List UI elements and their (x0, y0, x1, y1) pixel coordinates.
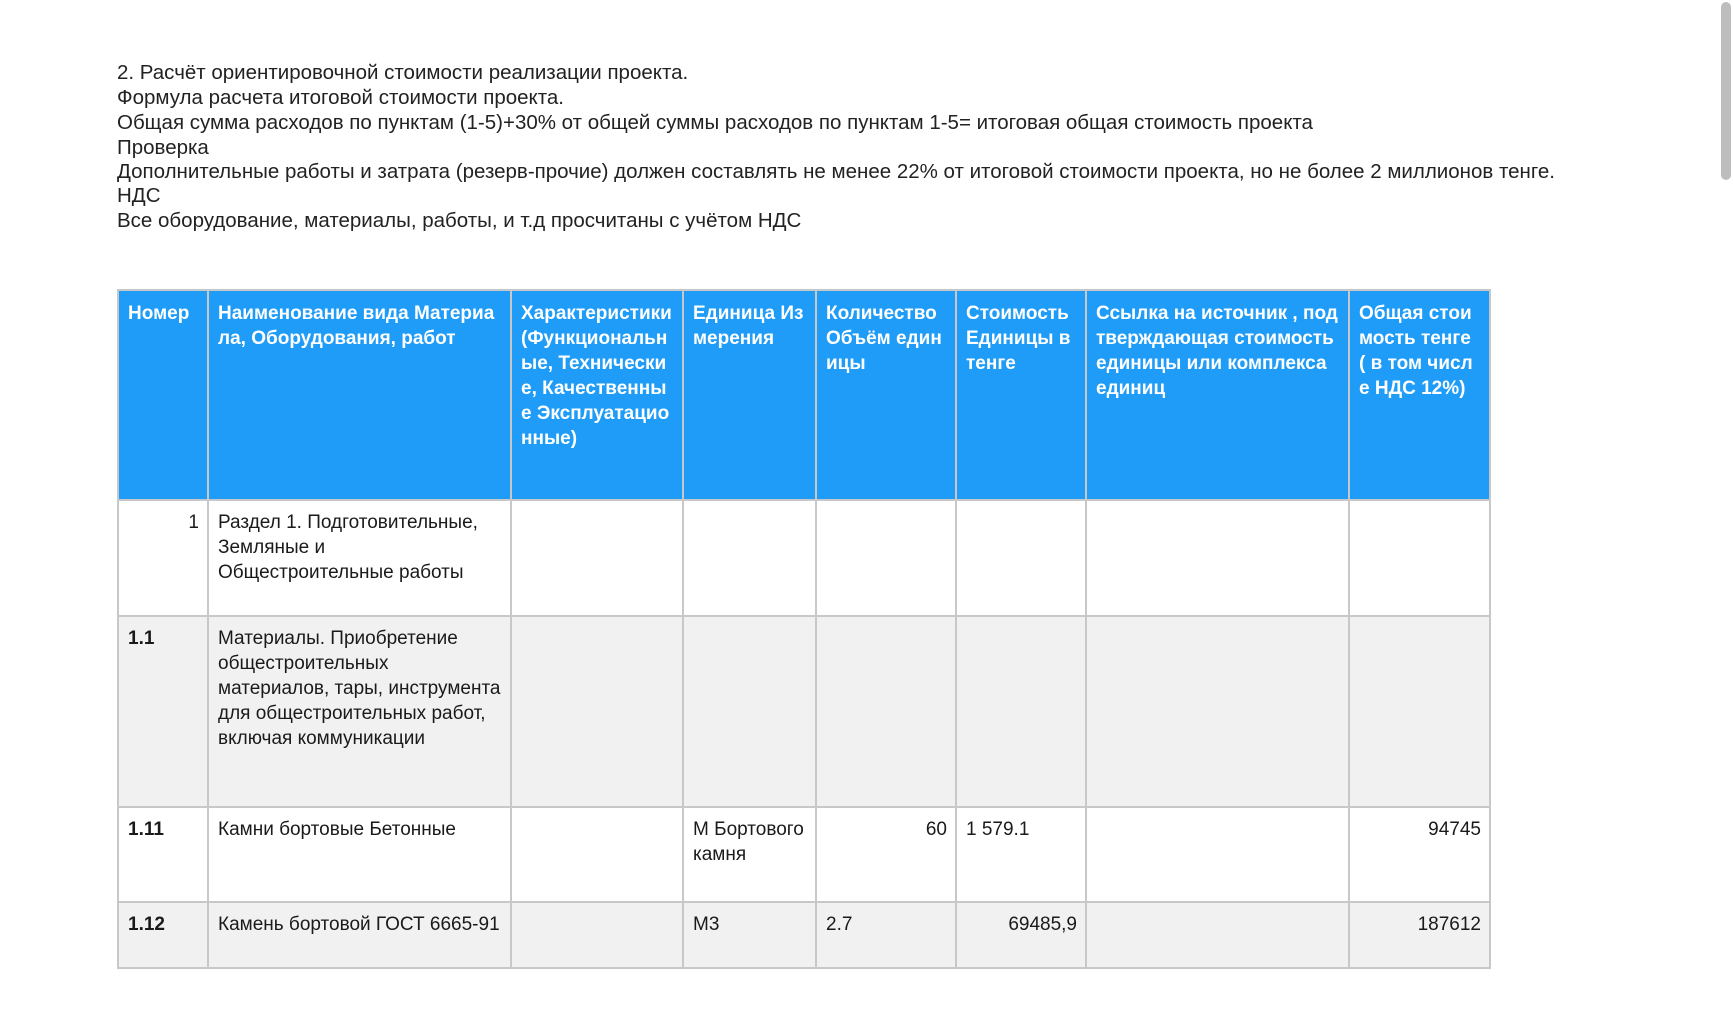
cell-characteristics (511, 807, 683, 902)
cell-unit-cost: 1 579.1 (956, 807, 1086, 902)
cell-unit: М3 (683, 902, 816, 968)
cell-unit (683, 500, 816, 616)
cell-quantity (816, 500, 956, 616)
scrollbar-thumb[interactable] (1721, 2, 1731, 180)
cell-quantity: 60 (816, 807, 956, 902)
cell-characteristics (511, 500, 683, 616)
table-row (118, 616, 1490, 807)
cell-unit-cost: 69485,9 (956, 902, 1086, 968)
cell-total: 94745 (1349, 807, 1490, 902)
cell-name: Камни бортовые Бетонные (208, 807, 511, 902)
table-body (118, 500, 1490, 968)
table-row (118, 807, 1490, 902)
header-total: Общая стоимость тенге ( в том числе НДС 12%) (1349, 290, 1490, 500)
header-unit: Единица Измерения (683, 290, 816, 500)
cell-name: Камень бортовой ГОСТ 6665-91 (208, 902, 511, 968)
cost-table (117, 289, 1491, 969)
cell-total (1349, 500, 1490, 616)
header-name: Наименование вида Материала, Оборудования, работ (208, 290, 511, 500)
header-number: Номер (118, 290, 208, 500)
cell-number: 1.11 (118, 807, 208, 902)
header-source: Ссылка на источник , подтверждающая стоимость единицы или комплекса единиц (1086, 290, 1349, 500)
check-title: Проверка (117, 136, 209, 159)
cell-unit: М Бортового камня (683, 807, 816, 902)
cell-number: 1 (118, 500, 208, 616)
cell-source (1086, 616, 1349, 807)
cell-characteristics (511, 616, 683, 807)
cell-unit-cost (956, 616, 1086, 807)
table-row (118, 500, 1490, 616)
vat-text: Все оборудование, материалы, работы, и т.д просчитаны с учётом НДС (117, 209, 802, 232)
check-text: Дополнительные работы и затрата (резерв-прочие) должен составлять не менее 22% от итоговой стоимости проекта, но не более 2 миллионов тенге. (117, 160, 1555, 183)
cell-name: Раздел 1. Подготовительные, Земляные и Общестроительные работы (208, 500, 511, 616)
header-characteristics: Характеристики (Функциональные, Технические, Качественные Эксплуатационные) (511, 290, 683, 500)
cell-unit (683, 616, 816, 807)
cell-name: Материалы. Приобретение общестроительных материалов, тары, инструмента для общестроительных работ, включая коммуникации (208, 616, 511, 807)
header-unit-cost: Стоимость Единицы в тенге (956, 290, 1086, 500)
table-row (118, 902, 1490, 968)
vat-title: НДС (117, 184, 161, 207)
vertical-scrollbar[interactable] (1719, 0, 1733, 1024)
cell-total: 187612 (1349, 902, 1490, 968)
cell-source (1086, 807, 1349, 902)
header-quantity: Количество Объём единицы (816, 290, 956, 500)
cell-number: 1.12 (118, 902, 208, 968)
cell-total (1349, 616, 1490, 807)
cell-unit-cost (956, 500, 1086, 616)
cell-source (1086, 902, 1349, 968)
table-header (118, 290, 1490, 500)
cell-quantity: 2.7 (816, 902, 956, 968)
cell-number: 1.1 (118, 616, 208, 807)
formula-text: Общая сумма расходов по пунктам (1-5)+30% от общей суммы расходов по пунктам 1-5= итоговая общая стоимость проекта (117, 111, 1313, 134)
cell-characteristics (511, 902, 683, 968)
formula-title: Формула расчета итоговой стоимости проекта. (117, 86, 564, 109)
section-heading: 2. Расчёт ориентировочной стоимости реализации проекта. (117, 61, 689, 84)
intro-section (117, 60, 1617, 233)
header-row (118, 290, 1490, 500)
cell-source (1086, 500, 1349, 616)
document-body (117, 60, 1617, 233)
cell-quantity (816, 616, 956, 807)
